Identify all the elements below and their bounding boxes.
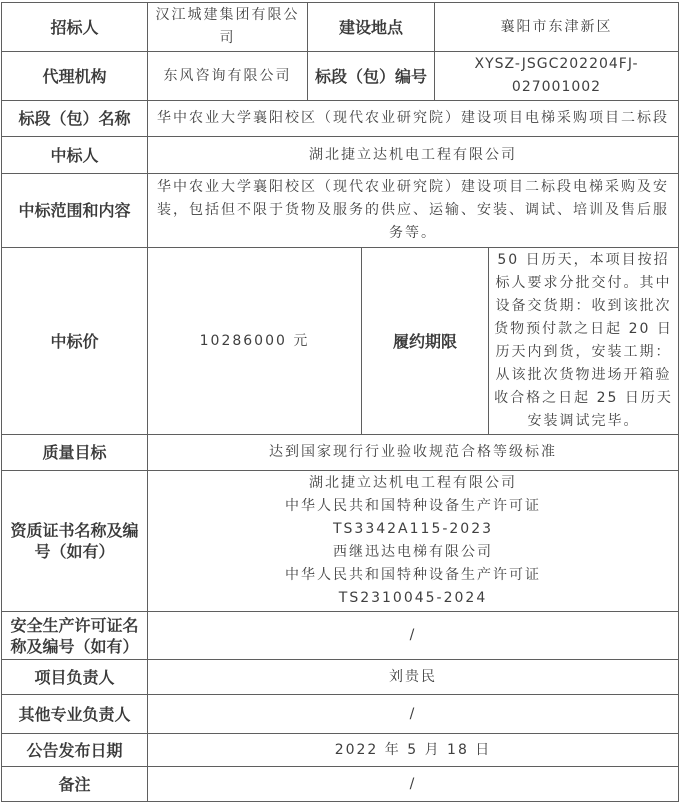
row-winner (2, 137, 679, 174)
row-project-manager (2, 660, 679, 695)
location-label: 建设地点 (308, 3, 435, 52)
duration-value: 50 日历天，本项目按招标人要求分批交付。其中设备交货期：收到该批次货物预付款之日起 20 日历天内到货，安装工期：从该批次货物进场开箱验收合格之日起 25 日历天安装调试完毕。 (489, 248, 679, 435)
remarks-label: 备注 (2, 767, 148, 802)
row-price-duration (2, 248, 679, 435)
row-publish-date (2, 734, 679, 767)
certificate-line: TS2310045-2024 (338, 590, 488, 606)
quality-value: 达到国家现行行业验收规范合格等级标准 (148, 435, 679, 471)
certificate-line: 湖北捷立达机电工程有限公司 (309, 475, 517, 491)
project-manager-value: 刘贵民 (148, 660, 679, 695)
section-name-value: 华中农业大学襄阳校区（现代农业研究院）建设项目电梯采购项目二标段 (148, 101, 679, 137)
row-tenderer (2, 3, 679, 52)
tenderer-label: 招标人 (2, 3, 148, 52)
price-label: 中标价 (2, 248, 148, 435)
price-value: 10286000 元 (148, 248, 362, 435)
winner-value: 湖北捷立达机电工程有限公司 (148, 137, 679, 174)
bid-announcement-table (1, 2, 679, 802)
scope-label: 中标范围和内容 (2, 174, 148, 248)
duration-label: 履约期限 (362, 248, 489, 435)
row-agency (2, 52, 679, 101)
safety-license-value: / (148, 612, 679, 660)
agency-label: 代理机构 (2, 52, 148, 101)
agency-value: 东风咨询有限公司 (148, 52, 308, 101)
row-safety-license (2, 612, 679, 660)
row-quality (2, 435, 679, 471)
row-other-managers (2, 695, 679, 734)
section-no-label: 标段（包）编号 (308, 52, 435, 101)
row-scope (2, 174, 679, 248)
row-section-name (2, 101, 679, 137)
certificates-value (148, 471, 679, 612)
scope-value: 华中农业大学襄阳校区（现代农业研究院）建设项目二标段电梯采购及安装，包括但不限于货物及服务的供应、运输、安装、调试、培训及售后服务等。 (148, 174, 679, 248)
safety-license-label: 安全生产许可证名称及编号（如有） (2, 612, 148, 660)
certificate-line: 中华人民共和国特种设备生产许可证 (285, 567, 541, 583)
certificate-line: 西继迅达电梯有限公司 (333, 544, 493, 560)
project-manager-label: 项目负责人 (2, 660, 148, 695)
bid-announcement-page (0, 2, 679, 794)
publish-date-label: 公告发布日期 (2, 734, 148, 767)
certificates-label: 资质证书名称及编号（如有） (2, 471, 148, 612)
location-value: 襄阳市东津新区 (435, 3, 679, 52)
certificate-line: 中华人民共和国特种设备生产许可证 (285, 498, 541, 514)
other-managers-value: / (148, 695, 679, 734)
quality-label: 质量目标 (2, 435, 148, 471)
remarks-value: / (148, 767, 679, 802)
certificate-line: TS3342A115-2023 (332, 521, 494, 537)
row-certificates (2, 471, 679, 612)
section-no-value: XYSZ-JSGC202204FJ-027001002 (435, 52, 679, 101)
winner-label: 中标人 (2, 137, 148, 174)
section-name-label: 标段（包）名称 (2, 101, 148, 137)
row-remarks (2, 767, 679, 802)
other-managers-label: 其他专业负责人 (2, 695, 148, 734)
publish-date-value: 2022 年 5 月 18 日 (148, 734, 679, 767)
tenderer-value: 汉江城建集团有限公司 (148, 3, 308, 52)
